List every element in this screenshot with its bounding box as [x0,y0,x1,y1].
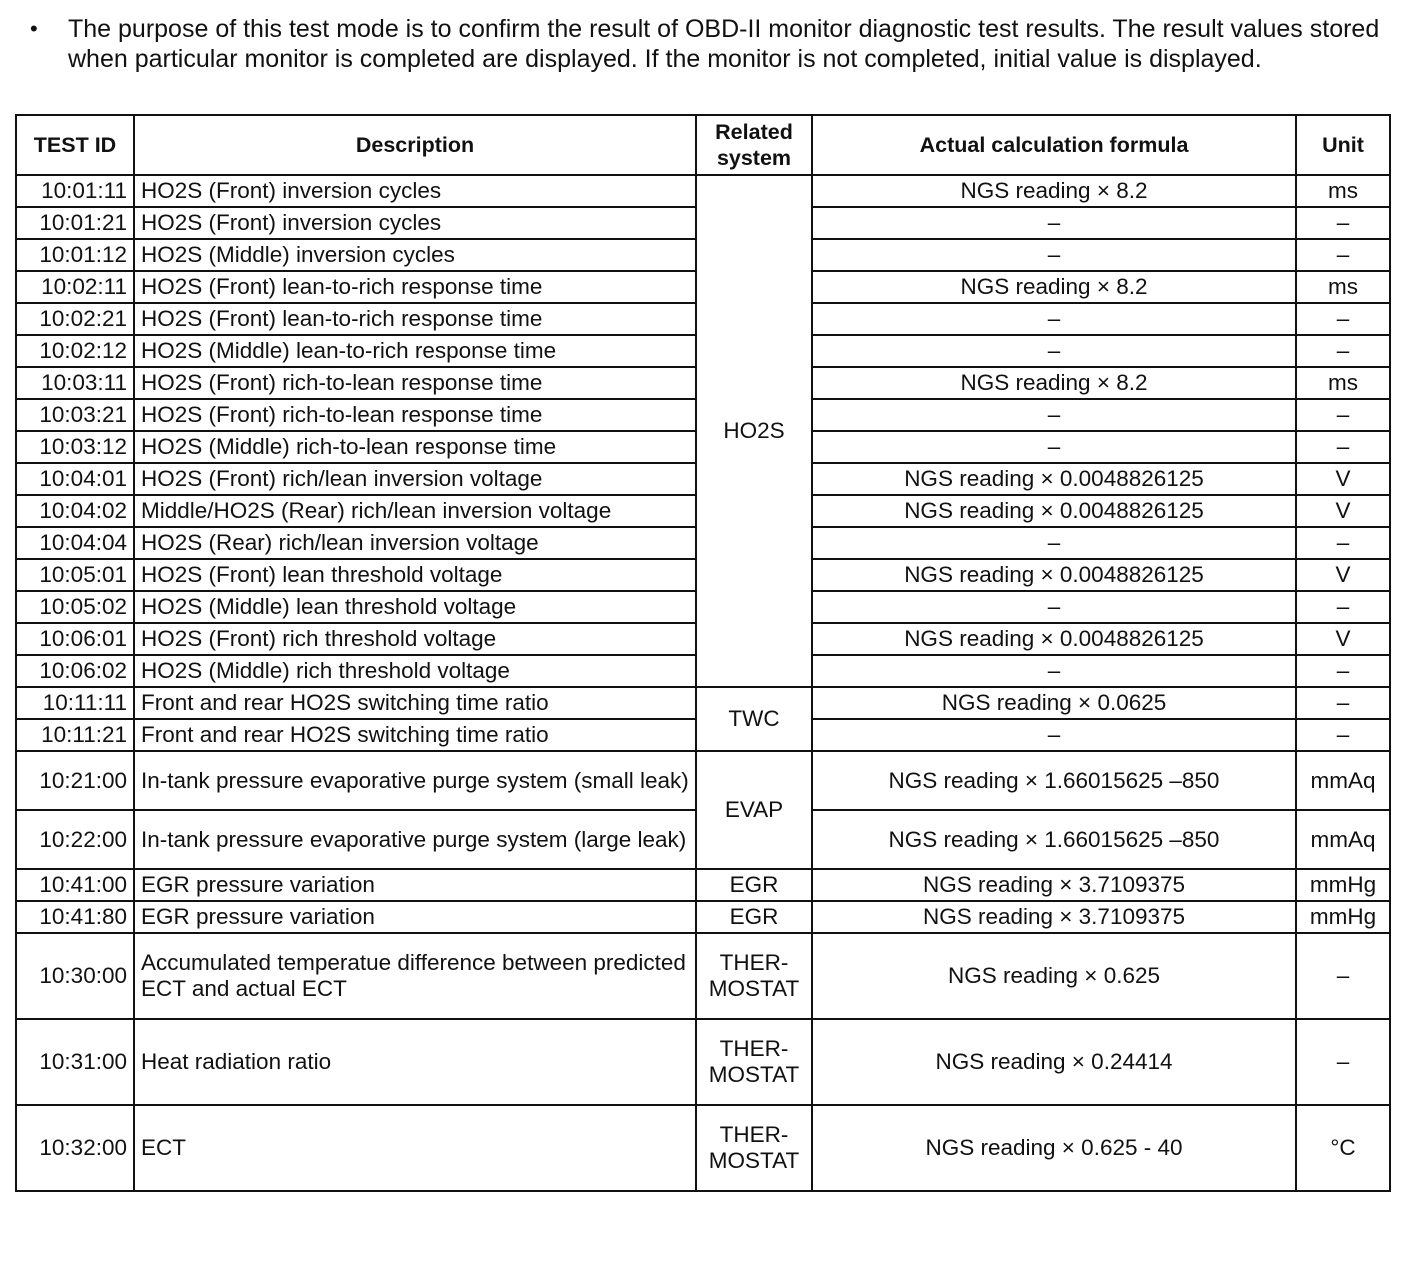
system-cell: EGR [696,869,812,901]
test-id-cell: 10:32:00 [16,1105,134,1191]
formula-cell: – [812,527,1296,559]
test-id-cell: 10:41:80 [16,901,134,933]
unit-cell: ms [1296,271,1390,303]
table-row [16,751,1390,810]
formula-cell: – [812,719,1296,751]
unit-cell: – [1296,303,1390,335]
test-id-cell: 10:01:21 [16,207,134,239]
unit-cell: – [1296,719,1390,751]
formula-cell: – [812,303,1296,335]
system-cell-ho2s: HO2S [696,175,812,687]
formula-cell: NGS reading × 0.0048826125 [812,463,1296,495]
header-formula: Actual calculation formula [812,115,1296,175]
table-row [16,687,1390,719]
description-cell: HO2S (Front) inversion cycles [134,175,696,207]
formula-cell: NGS reading × 0.0048826125 [812,559,1296,591]
description-cell: HO2S (Middle) rich threshold voltage [134,655,696,687]
formula-cell: NGS reading × 0.24414 [812,1019,1296,1105]
unit-cell: V [1296,559,1390,591]
header-description: Description [134,115,696,175]
description-cell: Front and rear HO2S switching time ratio [134,687,696,719]
table-row [16,175,1390,207]
test-id-cell: 10:03:21 [16,399,134,431]
formula-cell: NGS reading × 0.0048826125 [812,495,1296,527]
description-cell: HO2S (Front) lean-to-rich response time [134,303,696,335]
description-cell: Heat radiation ratio [134,1019,696,1105]
description-cell: Middle/HO2S (Rear) rich/lean inversion voltage [134,495,696,527]
description-cell: EGR pressure variation [134,901,696,933]
header-row [16,115,1390,175]
test-id-cell: 10:11:11 [16,687,134,719]
description-cell: EGR pressure variation [134,869,696,901]
formula-cell: NGS reading × 3.7109375 [812,869,1296,901]
system-cell: THER-MOSTAT [696,1019,812,1105]
unit-cell: mmHg [1296,901,1390,933]
system-cell-evap: EVAP [696,751,812,869]
description-cell: HO2S (Front) rich threshold voltage [134,623,696,655]
system-cell: THER-MOSTAT [696,933,812,1019]
test-id-cell: 10:01:11 [16,175,134,207]
formula-cell: – [812,207,1296,239]
description-cell: HO2S (Front) inversion cycles [134,207,696,239]
formula-cell: NGS reading × 3.7109375 [812,901,1296,933]
test-id-cell: 10:03:12 [16,431,134,463]
test-id-cell: 10:06:01 [16,623,134,655]
test-id-cell: 10:04:01 [16,463,134,495]
table-row [16,933,1390,1019]
unit-cell: – [1296,431,1390,463]
system-cell: EGR [696,901,812,933]
unit-cell: – [1296,687,1390,719]
test-id-cell: 10:04:02 [16,495,134,527]
test-id-cell: 10:06:02 [16,655,134,687]
description-cell: In-tank pressure evaporative purge system (small leak) [134,751,696,810]
formula-cell: – [812,335,1296,367]
formula-cell: NGS reading × 1.66015625 –850 [812,751,1296,810]
test-id-cell: 10:31:00 [16,1019,134,1105]
unit-cell: mmHg [1296,869,1390,901]
header-related-system: Related system [696,115,812,175]
unit-cell: ms [1296,175,1390,207]
table-row [16,869,1390,901]
description-cell: HO2S (Front) lean threshold voltage [134,559,696,591]
test-id-cell: 10:22:00 [16,810,134,869]
formula-cell: – [812,399,1296,431]
test-id-cell: 10:02:11 [16,271,134,303]
description-cell: HO2S (Middle) lean-to-rich response time [134,335,696,367]
formula-cell: NGS reading × 0.625 - 40 [812,1105,1296,1191]
unit-cell: – [1296,591,1390,623]
formula-cell: NGS reading × 8.2 [812,367,1296,399]
formula-cell: – [812,655,1296,687]
unit-cell: V [1296,495,1390,527]
description-cell: HO2S (Front) rich-to-lean response time [134,367,696,399]
formula-cell: – [812,431,1296,463]
description-cell: Accumulated temperatue difference between predicted ECT and actual ECT [134,933,696,1019]
description-cell: Front and rear HO2S switching time ratio [134,719,696,751]
unit-cell: – [1296,655,1390,687]
system-cell: THER-MOSTAT [696,1105,812,1191]
description-cell: HO2S (Front) rich/lean inversion voltage [134,463,696,495]
intro-note [30,14,1395,74]
formula-cell: – [812,239,1296,271]
unit-cell: – [1296,1019,1390,1105]
test-id-cell: 10:30:00 [16,933,134,1019]
header-test-id: TEST ID [16,115,134,175]
test-id-cell: 10:05:02 [16,591,134,623]
description-cell: HO2S (Middle) lean threshold voltage [134,591,696,623]
test-id-cell: 10:05:01 [16,559,134,591]
formula-cell: – [812,591,1296,623]
bullet-icon: • [30,16,38,41]
test-id-cell: 10:41:00 [16,869,134,901]
test-id-cell: 10:11:21 [16,719,134,751]
unit-cell: V [1296,463,1390,495]
table-row [16,1105,1390,1191]
description-cell: HO2S (Middle) rich-to-lean response time [134,431,696,463]
test-id-cell: 10:02:12 [16,335,134,367]
unit-cell: – [1296,207,1390,239]
header-unit: Unit [1296,115,1390,175]
intro-text: The purpose of this test mode is to confirm the result of OBD-II monitor diagnostic test results. The result values stored when particular monitor is completed are displayed. If the monitor is not completed, initial value is displayed. [68,15,1380,73]
formula-cell: NGS reading × 0.625 [812,933,1296,1019]
description-cell: HO2S (Middle) inversion cycles [134,239,696,271]
description-cell: HO2S (Front) lean-to-rich response time [134,271,696,303]
description-cell: HO2S (Front) rich-to-lean response time [134,399,696,431]
unit-cell: ms [1296,367,1390,399]
formula-cell: NGS reading × 8.2 [812,175,1296,207]
unit-cell: – [1296,239,1390,271]
table-row [16,901,1390,933]
unit-cell: – [1296,527,1390,559]
test-id-cell: 10:01:12 [16,239,134,271]
test-id-cell: 10:21:00 [16,751,134,810]
unit-cell: °C [1296,1105,1390,1191]
table-row [16,1019,1390,1105]
unit-cell: mmAq [1296,751,1390,810]
formula-cell: NGS reading × 0.0048826125 [812,623,1296,655]
test-id-cell: 10:02:21 [16,303,134,335]
description-cell: HO2S (Rear) rich/lean inversion voltage [134,527,696,559]
test-id-cell: 10:03:11 [16,367,134,399]
formula-cell: NGS reading × 1.66015625 –850 [812,810,1296,869]
description-cell: In-tank pressure evaporative purge system (large leak) [134,810,696,869]
unit-cell: – [1296,399,1390,431]
formula-cell: NGS reading × 0.0625 [812,687,1296,719]
test-id-cell: 10:04:04 [16,527,134,559]
description-cell: ECT [134,1105,696,1191]
unit-cell: – [1296,933,1390,1019]
obd-test-table [15,114,1391,1192]
unit-cell: V [1296,623,1390,655]
formula-cell: NGS reading × 8.2 [812,271,1296,303]
unit-cell: mmAq [1296,810,1390,869]
unit-cell: – [1296,335,1390,367]
system-cell-twc: TWC [696,687,812,751]
